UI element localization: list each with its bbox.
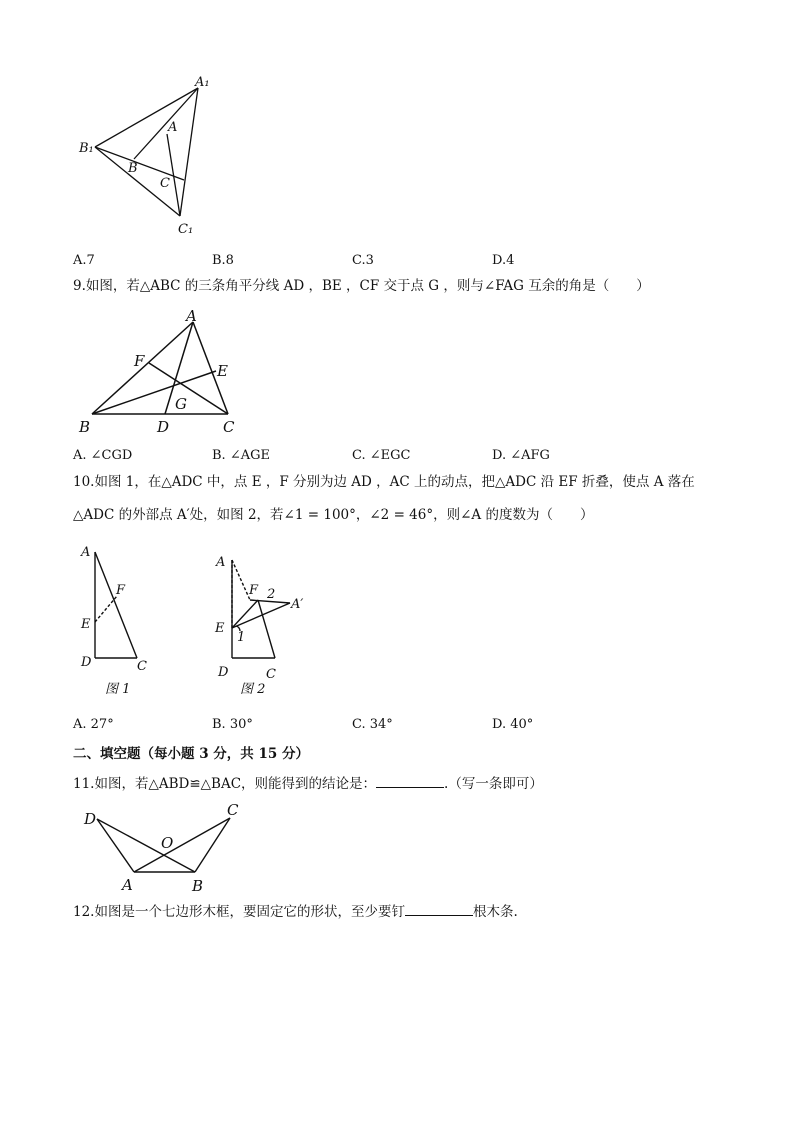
q10-figure-1 bbox=[76, 540, 166, 700]
q10-fig2-label-2: 2 bbox=[267, 587, 276, 602]
q10-fig2-label-aprime: A′ bbox=[291, 597, 304, 612]
section-2-heading: 二、填空题（每小题 3 分，共 15 分） bbox=[73, 746, 309, 762]
q11-label-c: C bbox=[227, 801, 239, 819]
q11-label-o: O bbox=[161, 834, 174, 852]
q9-label-c: C bbox=[223, 418, 235, 436]
q8-option-a: A.7 bbox=[73, 253, 95, 268]
q9-label-g: G bbox=[175, 395, 187, 413]
q9-label-f: F bbox=[134, 352, 145, 370]
q11-figure bbox=[80, 800, 250, 895]
q9-figure bbox=[76, 304, 246, 434]
q10-fig2-label-d: D bbox=[218, 665, 229, 680]
q10-fig1-label-c: C bbox=[137, 659, 147, 674]
q11-text-before: 11.如图，若△ABD≌△BAC，则能得到的结论是： bbox=[73, 776, 377, 792]
q10-option-d: D. 40° bbox=[492, 717, 534, 732]
q10-option-c: C. 34° bbox=[352, 717, 393, 732]
q12-answer-blank[interactable] bbox=[405, 901, 473, 916]
q9-option-a: A. ∠CGD bbox=[73, 448, 133, 463]
q10-fig2-label-1: 1 bbox=[237, 630, 246, 645]
q10-fig2-label-e: E bbox=[215, 621, 225, 636]
q9-option-b: B. ∠AGE bbox=[212, 448, 270, 463]
q9-label-a: A bbox=[186, 307, 197, 325]
q10-fig1-label-e: E bbox=[81, 617, 91, 632]
q8-label-b: B bbox=[128, 161, 138, 176]
q11-question-text bbox=[73, 773, 543, 793]
q10-fig2-label-f: F bbox=[249, 583, 259, 598]
q11-label-d: D bbox=[84, 810, 97, 828]
q8-option-b: B.8 bbox=[212, 253, 234, 268]
q8-option-d: D.4 bbox=[492, 253, 515, 268]
q10-fig2-label-c: C bbox=[266, 667, 276, 682]
q11-label-a: A bbox=[122, 876, 133, 894]
q9-option-c: C. ∠EGC bbox=[352, 448, 411, 463]
q9-label-e: E bbox=[217, 362, 228, 380]
q10-figure-2 bbox=[210, 540, 320, 700]
q10-option-a: A. 27° bbox=[73, 717, 114, 732]
q8-label-c1: C₁ bbox=[178, 222, 194, 237]
q8-option-c: C.3 bbox=[352, 253, 374, 268]
q8-label-a: A bbox=[168, 120, 178, 135]
q9-label-b: B bbox=[79, 418, 91, 436]
q8-label-c: C bbox=[160, 176, 170, 191]
q10-fig2-caption: 图 2 bbox=[240, 682, 266, 697]
q9-question-text: 9.如图，若△ABC 的三条角平分线 AD ，BE ，CF 交于点 G ，则与∠FAG 互余的角是（ ） bbox=[73, 278, 650, 294]
q8-figure bbox=[78, 72, 218, 242]
q11-answer-blank[interactable] bbox=[376, 773, 444, 788]
q12-question-text bbox=[73, 901, 518, 921]
q11-text-after: .（写一条即可） bbox=[444, 776, 543, 792]
q9-label-d: D bbox=[157, 418, 170, 436]
q10-question-line1: 10.如图 1，在△ADC 中，点 E ，F 分别为边 AD ，AC 上的动点，把△ADC 沿 EF 折叠，使点 A 落在 bbox=[73, 474, 695, 490]
q10-question-line2: △ADC 的外部点 A′处，如图 2，若∠1 = 100°，∠2 = 46°，则∠A 的度数为（ ） bbox=[73, 507, 594, 523]
q8-label-b1: B₁ bbox=[79, 141, 94, 156]
q10-option-b: B. 30° bbox=[212, 717, 253, 732]
q11-label-b: B bbox=[192, 877, 204, 895]
q10-fig1-caption: 图 1 bbox=[105, 682, 131, 697]
q9-option-d: D. ∠AFG bbox=[492, 448, 550, 463]
q10-fig1-label-f: F bbox=[116, 583, 126, 598]
q12-text-before: 12.如图是一个七边形木框，要固定它的形状，至少要钉 bbox=[73, 904, 405, 920]
q10-fig1-label-d: D bbox=[81, 655, 92, 670]
q10-fig1-label-a: A bbox=[81, 545, 91, 560]
q10-fig2-label-a: A bbox=[216, 555, 226, 570]
q8-label-a1: A₁ bbox=[195, 75, 210, 90]
q12-text-after: 根木条. bbox=[472, 904, 518, 920]
